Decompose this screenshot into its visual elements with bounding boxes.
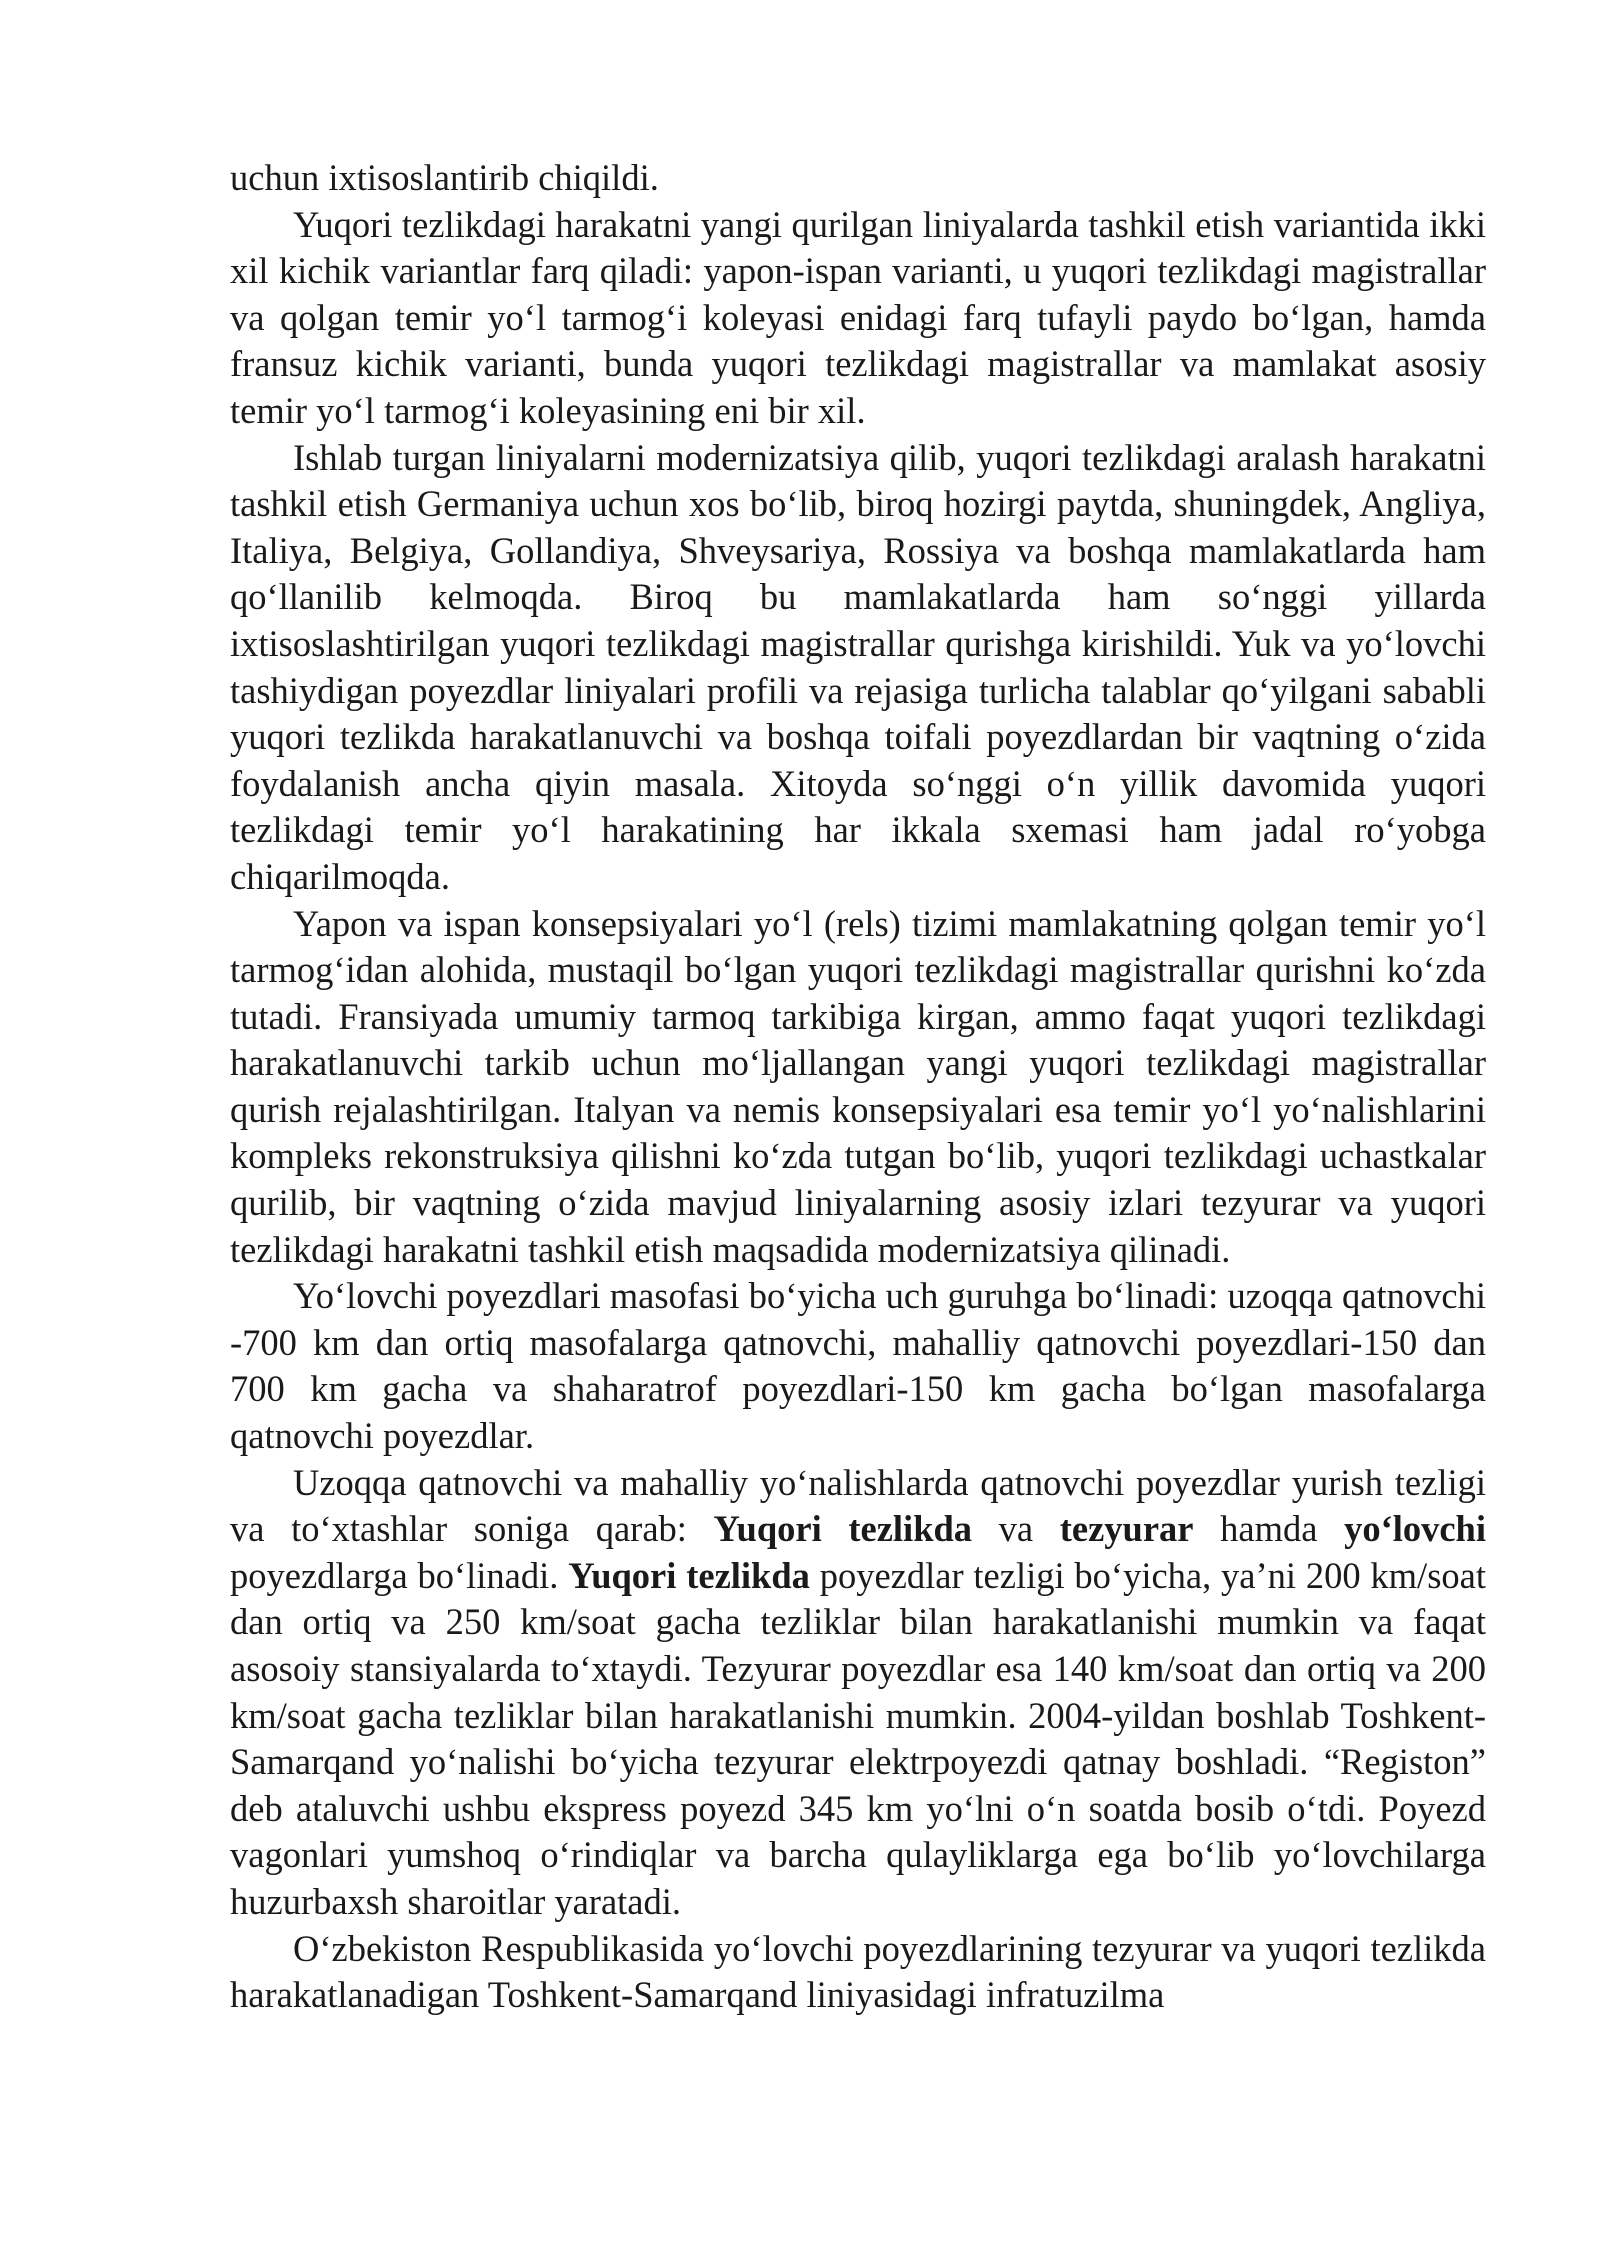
text-run: poyezdlar tezligi bo‘yicha, ya’ni 200 km/soat dan ortiq va 250 km/soat gacha tezliklar bilan harakatlanishi mumkin va faqat asosoiy stansiyalarda to‘xtaydi. Tezyurar poyezdlar esa 140 km/soat dan ortiq va 200 km/soat gacha tezliklar bilan harakatlanishi mumkin. 2004-yildan boshlab Toshkent-Samarqand yo‘nalishi bo‘yicha tezyurar elektrpoyezdi qatnay boshladi. “Registon” deb ataluvchi ushbu ekspress poyezd 345 km yo‘lni o‘n soatda bosib o‘tdi. Poyezd vagonlari yumshoq o‘rindiqlar va barcha qulayliklarga ega bo‘lib yo‘lovchilarga huzurbaxsh sharoitlar yaratadi. (230, 1554, 1486, 1922)
paragraph (230, 155, 1486, 202)
text-run: va (972, 1508, 1060, 1550)
bold-term: yo‘lovchi (1344, 1508, 1486, 1550)
text-run: poyezdlarga bo‘linadi. (230, 1554, 569, 1596)
paragraph (230, 1460, 1486, 1926)
paragraph (230, 1926, 1486, 2019)
text-run: Ishlab turgan liniyalarni modernizatsiya qilib, yuqori tezlikdagi aralash harakatni tashkil etish Germaniya uchun xos bo‘lib, biroq hozirgi paytda, shuningdek, Angliya, Italiya, Belgiya, Gollandiya, Shveysariya, Rossiya va boshqa mamlakatlarda ham qo‘llanilib kelmoqda. Biroq bu mamlakatlarda ham so‘nggi yillarda ixtisoslashtirilgan yuqori tezlikdagi magistrallar qurishga kirishildi. Yuk va yo‘lovchi tashiydigan poyezdlar liniyalari profili va rejasiga turlicha talablar qo‘yilgani sababli yuqori tezlikda harakatlanuvchi va boshqa toifali poyezdlardan bir vaqtning o‘zida foydalanish ancha qiyin masala. Xitoyda so‘nggi o‘n yillik davomida yuqori tezlikdagi temir yo‘l harakatining har ikkala sxemasi ham jadal ro‘yobga chiqarilmoqda. (230, 436, 1486, 897)
paragraph (230, 901, 1486, 1274)
document-page (230, 155, 1486, 2019)
text-run: uchun ixtisoslantirib chiqildi. (230, 157, 659, 198)
bold-term: Yuqori tezlikda (713, 1508, 973, 1550)
paragraph (230, 1273, 1486, 1459)
text-run: Uzoqqa qatnovchi va mahalliy yo‘nalishlarda qatnovchi poyezdlar yurish tezligi va to‘xtashlar soniga qarab: (230, 1461, 1486, 1550)
text-run: hamda (1193, 1508, 1345, 1550)
text-run: Yuqori tezlikdagi harakatni yangi qurilgan liniyalarda tashkil etish variantida ikki xil kichik variantlar farq qiladi: yapon-ispan varianti, u yuqori tezlikdagi magistrallar va qolgan temir yo‘l tarmog‘i koleyasi enidagi farq tufayli paydo bo‘lgan, hamda fransuz kichik varianti, bunda yuqori tezlikdagi magistrallar va mamlakat asosiy temir yo‘l tarmog‘i koleyasining eni bir xil. (230, 203, 1486, 431)
bold-term: tezyurar (1059, 1508, 1194, 1550)
paragraph (230, 435, 1486, 901)
text-run: Yo‘lovchi poyezdlari masofasi bo‘yicha uch guruhga bo‘linadi: uzoqqa qatnovchi -700 km dan ortiq masofalarga qatnovchi, mahalliy qatnovchi poyezdlari-150 dan 700 km gacha va shaharatrof poyezdlari-150 km gacha bo‘lgan masofalarga qatnovchi poyezdlar. (230, 1275, 1486, 1457)
paragraph (230, 202, 1486, 435)
text-run: O‘zbekiston Respublikasida yo‘lovchi poyezdlarining tezyurar va yuqori tezlikda harakatlanadigan Toshkent-Samarqand liniyasidagi infratuzilma (230, 1927, 1486, 2016)
text-run: Yapon va ispan konsepsiyalari yo‘l (rels) tizimi mamlakatning qolgan temir yo‘l tarmog‘idan alohida, mustaqil bo‘lgan yuqori tezlikdagi magistrallar qurishni ko‘zda tutadi. Fransiyada umumiy tarmoq tarkibiga kirgan, ammo faqat yuqori tezlikdagi harakatlanuvchi tarkib uchun mo‘ljallangan yangi yuqori tezlikdagi magistrallar qurish rejalashtirilgan. Italyan va nemis konsepsiyalari esa temir yo‘l yo‘nalishlarini kompleks rekonstruksiya qilishni ko‘zda tutgan bo‘lib, yuqori tezlikdagi uchastkalar qurilib, bir vaqtning o‘zida mavjud liniyalarning asosiy izlari tezyurar va yuqori tezlikdagi harakatni tashkil etish maqsadida modernizatsiya qilinadi. (230, 902, 1486, 1270)
bold-term: Yuqori tezlikda (568, 1554, 810, 1596)
